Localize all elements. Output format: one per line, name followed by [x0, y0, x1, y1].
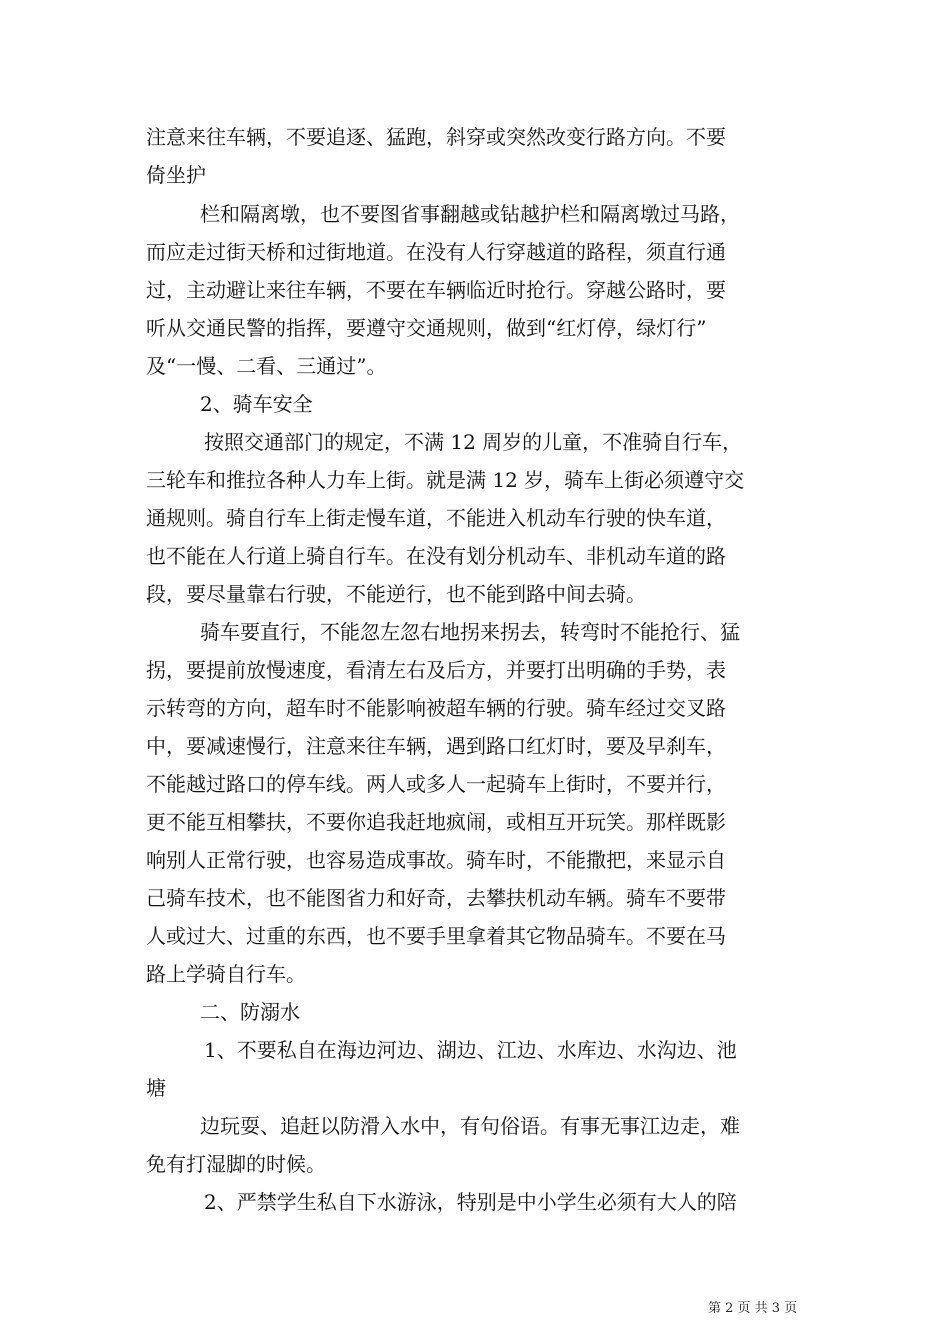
text-line: 三轮车和推拉各种人力车上街。就是满 12 岁，骑车上街必须遵守交	[146, 468, 745, 492]
text-line: 过，主动避让来往车辆，不要在车辆临近时抢行。穿越公路时，要	[146, 278, 726, 302]
text-line: 响别人正常行驶，也容易造成事故。骑车时，不能撒把，来显示自	[146, 848, 726, 872]
text-line: 听从交通民警的指挥，要遵守交通规则，做到“红灯停，绿灯行”	[146, 316, 707, 340]
text-line: 而应走过街天桥和过街地道。在没有人行穿越道的路程，须直行通	[146, 240, 726, 264]
text-line: 己骑车技术，也不能图省力和好奇，去攀扶机动车辆。骑车不要带	[146, 886, 726, 910]
text-line: 边玩耍、追赶以防滑入水中，有句俗语。有事无事江边走，难	[200, 1114, 740, 1138]
text-line: 倚坐护	[146, 163, 206, 187]
text-line: 注意来往车辆，不要追逐、猛跑，斜穿或突然改变行路方向。不要	[146, 125, 726, 149]
text-line: 骑车要直行，不能忽左忽右地拐来拐去，转弯时不能抢行、猛	[200, 620, 740, 644]
section-heading: 二、防溺水	[200, 1000, 300, 1024]
text-line: 中，要减速慢行，注意来往车辆，遇到路口红灯时，要及早刹车，	[146, 734, 726, 758]
text-line: 不能越过路口的停车线。两人或多人一起骑车上街时，不要并行，	[146, 772, 726, 796]
section-heading: 2、骑车安全	[200, 392, 313, 416]
text-line: 人或过大、过重的东西，也不要手里拿着其它物品骑车。不要在马	[146, 924, 726, 948]
text-line: 免有打湿脚的时候。	[146, 1152, 326, 1176]
text-line: 及“一慢、二看、三通过”。	[146, 354, 387, 378]
text-line: 按照交通部门的规定，不满 12 周岁的儿童，不准骑自行车，	[204, 430, 743, 454]
text-line: 栏和隔离墩，也不要图省事翻越或钻越护栏和隔离墩过马路，	[200, 202, 740, 226]
text-line: 示转弯的方向，超车时不能影响被超车辆的行驶。骑车经过交叉路	[146, 696, 726, 720]
text-line: 也不能在人行道上骑自行车。在没有划分机动车、非机动车道的路	[146, 544, 726, 568]
text-line: 1、不要私自在海边河边、湖边、江边、水库边、水沟边、池	[204, 1038, 737, 1062]
text-line: 拐，要提前放慢速度，看清左右及后方，并要打出明确的手势，表	[146, 658, 726, 682]
text-line: 段，要尽量靠右行驶，不能逆行，也不能到路中间去骑。	[146, 582, 646, 606]
text-line: 塘	[146, 1076, 166, 1100]
text-line: 更不能互相攀扶，不要你追我赶地疯闹，或相互开玩笑。那样既影	[146, 810, 726, 834]
text-line: 路上学骑自行车。	[146, 962, 306, 986]
text-line: 通规则。骑自行车上街走慢车道，不能进入机动车行驶的快车道，	[146, 506, 726, 530]
page-indicator: 第 2 页 共 3 页	[708, 1301, 798, 1316]
text-line: 2、严禁学生私自下水游泳，特别是中小学生必须有大人的陪	[204, 1190, 737, 1214]
